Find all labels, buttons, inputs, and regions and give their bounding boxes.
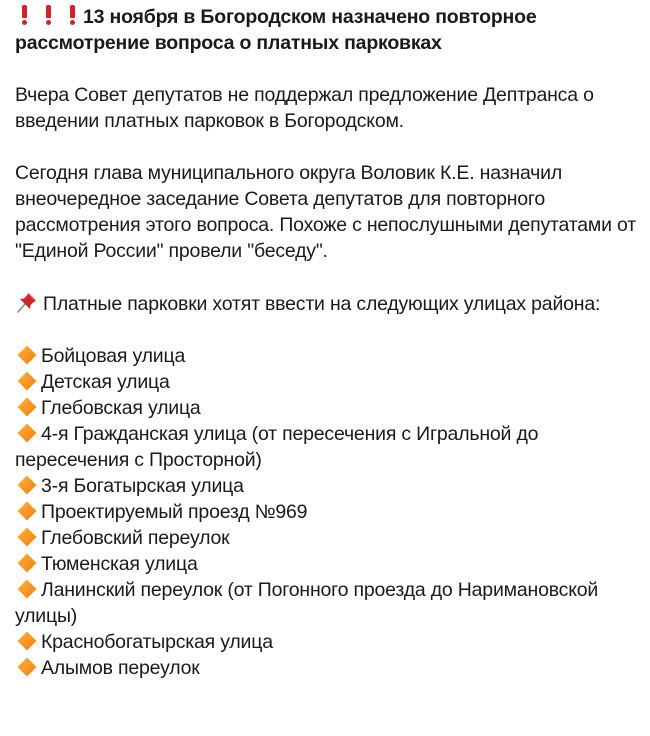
- orange-diamond-icon: [16, 344, 38, 366]
- exclamation-icon: [19, 4, 29, 26]
- street-name: Алымов переулок: [41, 657, 200, 679]
- street-name: Краснобогатырская улица: [41, 631, 273, 653]
- exclamation-icon: [43, 4, 53, 26]
- street-name: Глебовская улица: [41, 397, 201, 419]
- orange-diamond-icon: [16, 422, 38, 444]
- orange-diamond-icon: [16, 552, 38, 574]
- paragraph-extraordinary-session: Сегодня глава муниципального округа Воловик К.Е. назначил внеочередное заседание Совета депутатов для повторного рассмотрения этого вопроса. Похоже с непослушными депутатами от "Единой России" провели "беседу".: [15, 162, 636, 262]
- street-name: Детская улица: [41, 371, 170, 393]
- orange-diamond-icon: [16, 578, 38, 600]
- street-name: 4-я Гражданская улица (от пересечения с Игральной до пересечения с Просторной): [15, 423, 539, 471]
- list-item: [15, 655, 636, 681]
- exclamation-group: [19, 4, 83, 30]
- list-item: [15, 421, 636, 473]
- list-intro: [15, 290, 636, 317]
- pushpin-icon: [15, 290, 39, 314]
- list-item: [15, 343, 636, 369]
- orange-diamond-icon: [16, 396, 38, 418]
- list-item: [15, 629, 636, 655]
- post-headline: [15, 4, 636, 56]
- street-name: Бойцовая улица: [41, 345, 186, 367]
- list-item: [15, 395, 636, 421]
- orange-diamond-icon: [16, 474, 38, 496]
- list-item: [15, 525, 636, 551]
- list-item: [15, 499, 636, 525]
- orange-diamond-icon: [16, 656, 38, 678]
- list-item: [15, 473, 636, 499]
- street-name: Тюменская улица: [41, 553, 198, 575]
- orange-diamond-icon: [16, 526, 38, 548]
- list-item: [15, 369, 636, 395]
- street-name: 3-я Богатырская улица: [41, 475, 244, 497]
- list-intro-text: Платные парковки хотят ввести на следующих улицах района:: [43, 293, 601, 315]
- orange-diamond-icon: [16, 630, 38, 652]
- list-item: [15, 551, 636, 577]
- streets-list: [15, 343, 636, 681]
- headline-text: 13 ноября в Богородском назначено повторное рассмотрение вопроса о платных парковках: [15, 6, 537, 54]
- street-name: Ланинский переулок (от Погонного проезда до Наримановской улицы): [15, 579, 599, 627]
- list-item: [15, 577, 636, 629]
- street-name: Проектируемый проезд №969: [41, 501, 308, 523]
- orange-diamond-icon: [16, 500, 38, 522]
- paragraph-council-rejected: Вчера Совет депутатов не поддержал предложение Дептранса о введении платных парковок в Богородском.: [15, 84, 594, 132]
- street-name: Глебовский переулок: [41, 527, 230, 549]
- exclamation-icon: [67, 4, 77, 26]
- orange-diamond-icon: [16, 370, 38, 392]
